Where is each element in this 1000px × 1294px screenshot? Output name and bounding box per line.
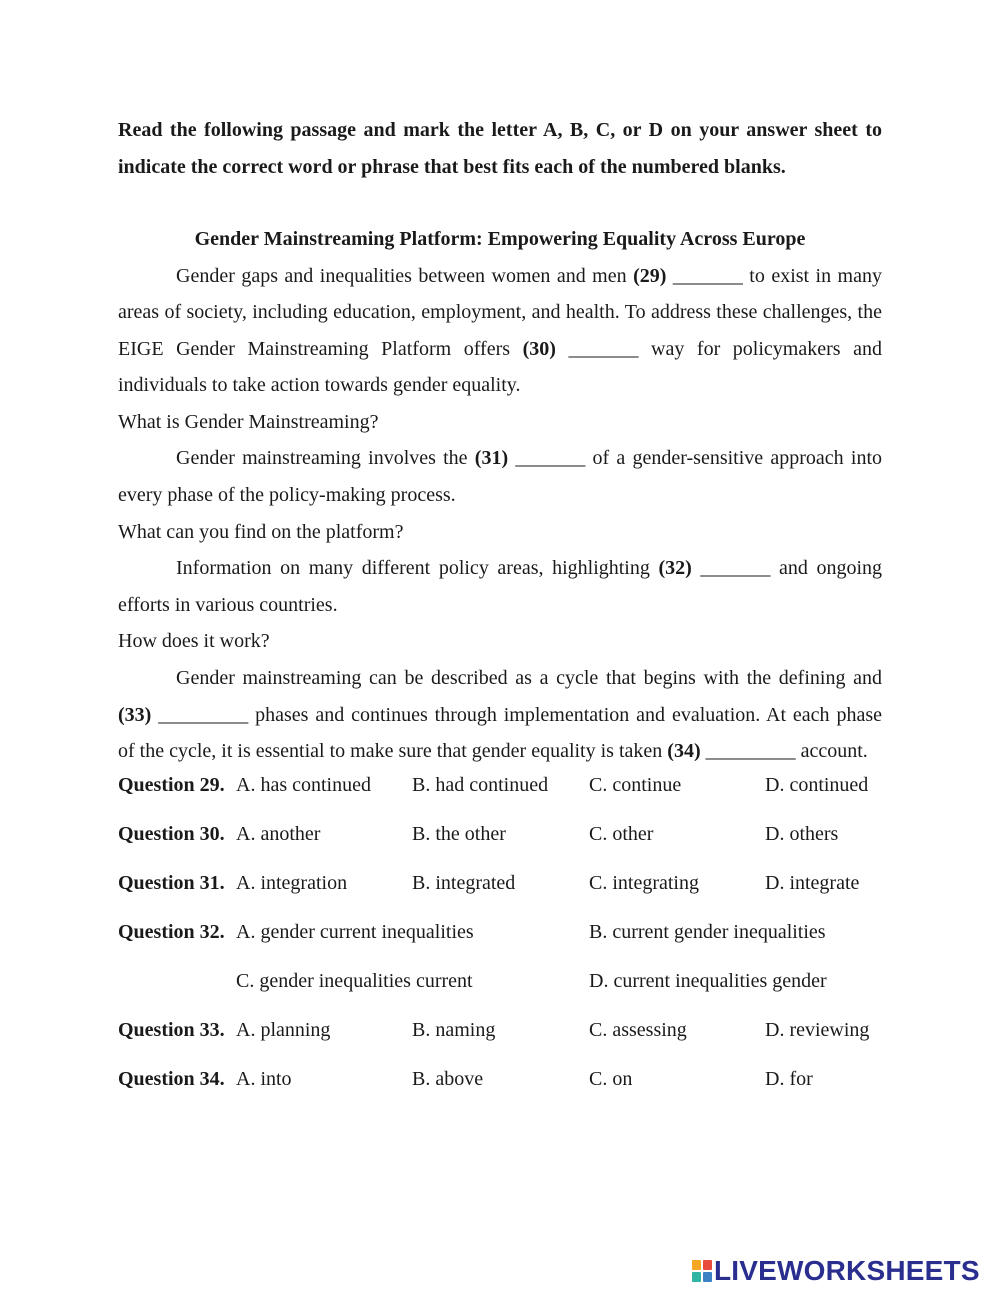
option-d[interactable]: D. continued	[765, 773, 869, 796]
blank-number-30: (30)	[522, 337, 556, 360]
blank-number-32: (32)	[658, 557, 692, 580]
text: _________ phases and continues through implementation and evaluation. At each phase of the cycle, it is essential to make sure that gender equality is taken	[118, 703, 882, 763]
option-c[interactable]: C. on	[589, 1067, 633, 1090]
option-b[interactable]: B. naming	[412, 1018, 496, 1041]
question-label: Question 29.	[118, 773, 225, 796]
option-c[interactable]: C. gender inequalities current	[236, 969, 473, 992]
text: _______ and ongoing efforts in various countries.	[118, 557, 882, 616]
question-label: Question 34.	[118, 1067, 225, 1090]
blank-number-29: (29)	[633, 264, 667, 287]
passage-title: Gender Mainstreaming Platform: Empowering Equality Across Europe	[194, 228, 806, 250]
question-31	[118, 870, 882, 919]
worksheet-page	[118, 112, 882, 1115]
blank-number-33: (33)	[118, 703, 152, 726]
question-29	[118, 772, 882, 821]
option-c[interactable]: C. other	[589, 822, 654, 845]
question-32	[118, 919, 882, 968]
text: Gender gaps and inequalities between women and men	[176, 264, 634, 287]
question-label: Question 33.	[118, 1018, 225, 1041]
instruction: Read the following passage and mark the letter A, B, C, or D on your answer sheet to indicate the correct word or phrase that best fits each of the numbered blanks.	[118, 119, 882, 178]
liveworksheets-logo-icon	[692, 1260, 712, 1282]
subheading-how-work: How does it work?	[118, 630, 270, 653]
option-b[interactable]: B. integrated	[412, 871, 516, 894]
text: Gender mainstreaming involves the	[176, 447, 475, 470]
option-d[interactable]: D. reviewing	[765, 1018, 870, 1041]
question-label: Question 32.	[118, 920, 225, 943]
text: Gender mainstreaming can be described as a cycle that begins with the defining and	[176, 667, 882, 690]
subheading-what-is: What is Gender Mainstreaming?	[118, 410, 379, 433]
option-c[interactable]: C. assessing	[589, 1018, 687, 1041]
blank-number-34: (34)	[667, 740, 701, 763]
question-30	[118, 821, 882, 870]
liveworksheets-logo	[692, 1256, 980, 1286]
paragraph-2	[118, 440, 882, 513]
text: Information on many different policy areas, highlighting	[176, 557, 659, 580]
text: _________ account.	[700, 740, 868, 763]
option-b[interactable]: B. above	[412, 1067, 484, 1090]
option-a[interactable]: A. another	[236, 822, 321, 845]
question-32-continued	[118, 968, 882, 1017]
text: _______ to exist in many areas of society, including education, employment, and health. To address these challenges, the EIGE Gender Mainstreaming Platform offers	[118, 264, 882, 360]
option-c[interactable]: C. continue	[589, 773, 682, 796]
text: _______ way for policymakers and individuals to take action towards gender equality.	[118, 337, 882, 397]
option-a[interactable]: A. planning	[236, 1018, 331, 1041]
logo-text: LIVEWORKSHEETS	[714, 1255, 980, 1286]
question-33	[118, 1017, 882, 1066]
option-d[interactable]: D. for	[765, 1067, 813, 1090]
option-a[interactable]: A. gender current inequalities	[236, 920, 474, 943]
paragraph-3	[118, 550, 882, 623]
blank-number-31: (31)	[474, 447, 509, 470]
option-b[interactable]: B. the other	[412, 822, 506, 845]
paragraph-4	[118, 660, 882, 770]
option-c[interactable]: C. integrating	[589, 871, 699, 894]
question-34	[118, 1066, 882, 1115]
subheading-what-find: What can you find on the platform?	[118, 520, 404, 543]
option-a[interactable]: A. has continued	[236, 773, 371, 796]
option-d[interactable]: D. current inequalities gender	[589, 969, 827, 992]
option-d[interactable]: D. integrate	[765, 871, 860, 894]
question-list	[118, 772, 882, 1115]
paragraph-1	[118, 258, 882, 404]
text: _______ of a gender-sensitive approach into every phase of the policy-making process.	[118, 447, 882, 507]
option-b[interactable]: B. had continued	[412, 773, 549, 796]
option-a[interactable]: A. into	[236, 1067, 292, 1090]
option-a[interactable]: A. integration	[236, 871, 348, 894]
option-d[interactable]: D. others	[765, 822, 839, 845]
option-b[interactable]: B. current gender inequalities	[589, 920, 826, 943]
question-label: Question 31.	[118, 871, 225, 894]
question-label: Question 30.	[118, 822, 225, 845]
